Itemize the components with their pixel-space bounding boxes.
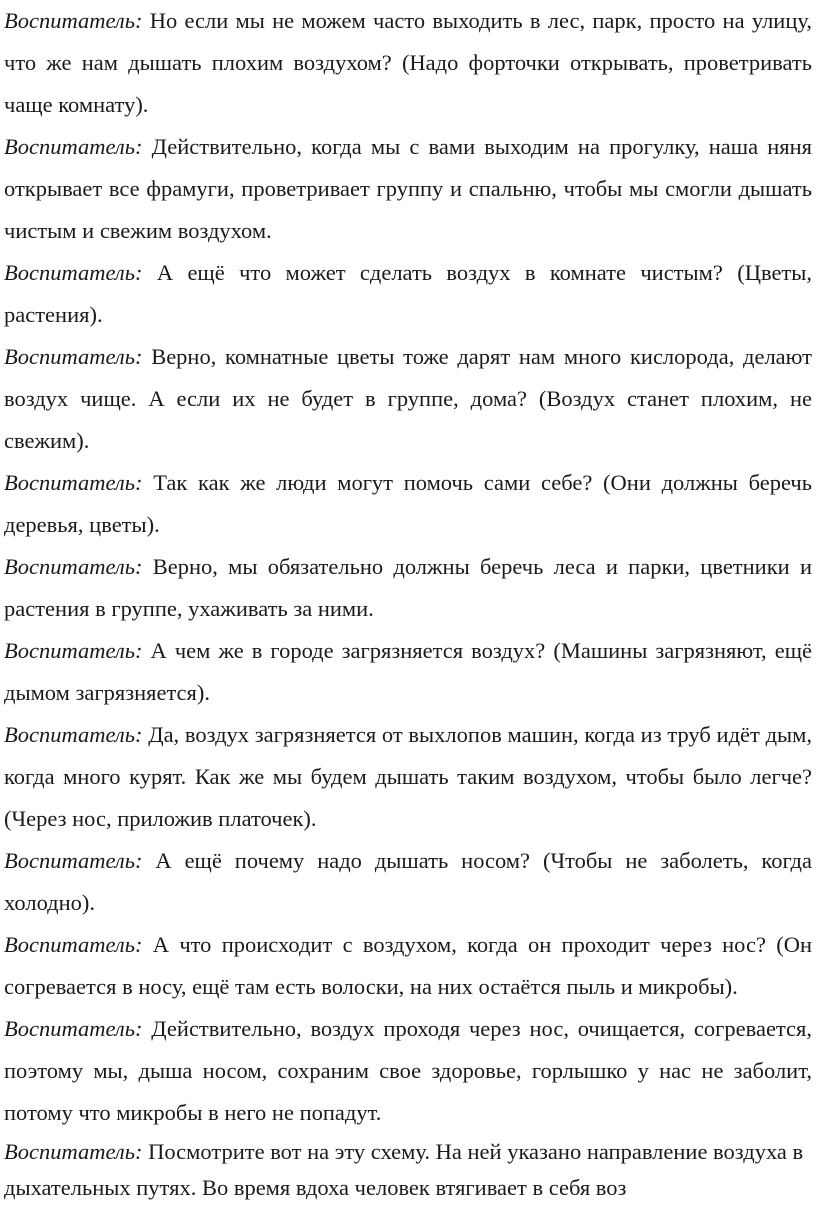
speaker-label: Воспитатель: (4, 1016, 143, 1041)
speaker-label: Воспитатель: (4, 260, 143, 285)
speaker-label: Воспитатель: (4, 1139, 143, 1164)
paragraph-12 (4, 1134, 812, 1206)
paragraph-text: А чем же в городе загрязняется воздух? (Машины загрязняют, ещё дымом загрязняется). (4, 638, 813, 705)
paragraph-text: А ещё почему надо дышать носом? (Чтобы не заболеть, когда холодно). (4, 848, 812, 915)
speaker-label: Воспитатель: (4, 470, 143, 495)
paragraph-9 (4, 840, 812, 924)
paragraph-2 (4, 126, 812, 252)
speaker-label: Воспитатель: (4, 848, 143, 873)
speaker-label: Воспитатель: (4, 722, 143, 747)
paragraph-7 (4, 630, 812, 714)
paragraph-text: Да, воздух загрязняется от выхлопов машин, когда из труб идёт дым, когда много курят. Как же мы будем дышать таким воздухом, чтобы было легче? (Через нос, приложив платочек). (4, 722, 812, 831)
paragraph-5 (4, 462, 812, 546)
paragraph-8 (4, 714, 812, 840)
paragraph-11 (4, 1008, 812, 1134)
paragraph-1 (4, 0, 812, 126)
paragraph-text: Верно, комнатные цветы тоже дарят нам много кислорода, делают воздух чище. А если их не будет в группе, дома? (Воздух станет плохим, не свежим). (4, 344, 812, 453)
paragraph-text: Верно, мы обязательно должны беречь леса и парки, цветники и растения в группе, ухаживать за ними. (4, 554, 812, 621)
paragraph-text: Посмотрите вот на эту схему. На ней указано направление воздуха в дыхательных путях. Во время вдоха человек втягивает в себя воз (4, 1139, 804, 1200)
paragraph-text: А что происходит с воздухом, когда он проходит через нос? (Он согревается в носу, ещё там есть волоски, на них остаётся пыль и микробы). (4, 932, 813, 999)
paragraph-text: Так как же люди могут помочь сами себе? (Они должны беречь деревья, цветы). (4, 470, 812, 537)
paragraph-text: А ещё что может сделать воздух в комнате чистым? (Цветы, растения). (4, 260, 813, 327)
speaker-label: Воспитатель: (4, 8, 143, 33)
speaker-label: Воспитатель: (4, 554, 143, 579)
speaker-label: Воспитатель: (4, 344, 143, 369)
paragraph-6 (4, 546, 812, 630)
paragraph-10 (4, 924, 812, 1008)
paragraph-4 (4, 336, 812, 462)
paragraph-3 (4, 252, 812, 336)
document-page (4, 0, 812, 1206)
paragraph-text: Но если мы не можем часто выходить в лес, парк, просто на улицу, что же нам дышать плохим воздухом? (Надо форточки открывать, проветривать чаще комнату). (4, 8, 813, 117)
speaker-label: Воспитатель: (4, 134, 143, 159)
speaker-label: Воспитатель: (4, 638, 143, 663)
paragraph-text: Действительно, воздух проходя через нос, очищается, согревается, поэтому мы, дыша носом, сохраним свое здоровье, горлышко у нас не заболит, потому что микробы в него не попадут. (4, 1016, 812, 1125)
paragraph-text: Действительно, когда мы с вами выходим на прогулку, наша няня открывает все фрамуги, проветривает группу и спальню, чтобы мы смогли дышать чистым и свежим воздухом. (4, 134, 812, 243)
speaker-label: Воспитатель: (4, 932, 143, 957)
